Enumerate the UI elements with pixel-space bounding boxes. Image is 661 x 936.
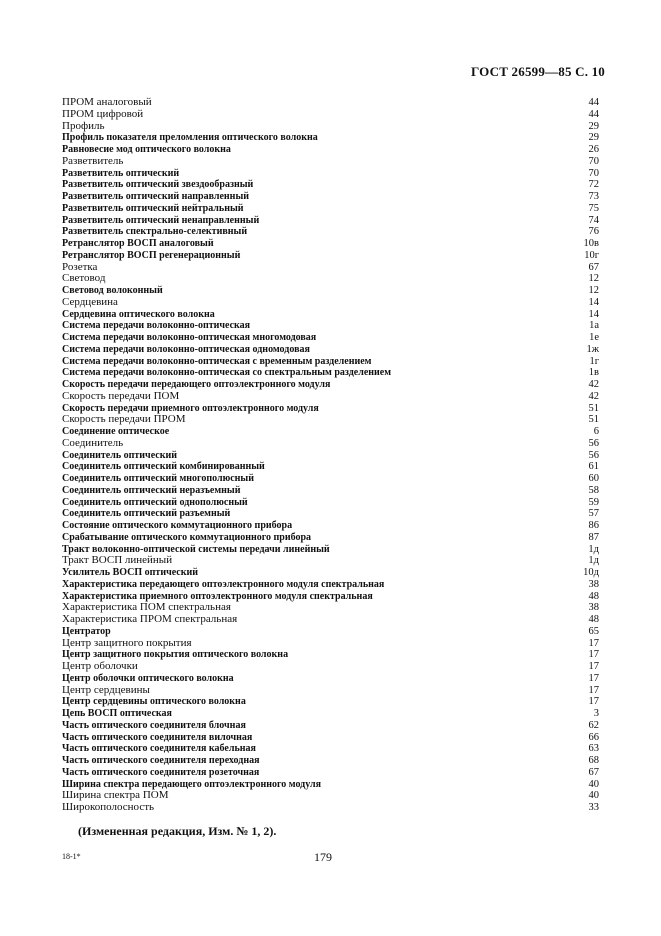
index-entry — [62, 473, 599, 485]
index-reference-number: 17 — [588, 661, 599, 672]
index-reference-number: 56 — [588, 449, 599, 461]
index-reference-number: 59 — [588, 496, 599, 508]
index-reference-number: 1а — [589, 320, 599, 332]
index-term: Центратор — [62, 625, 111, 637]
index-reference-number: 86 — [588, 520, 599, 531]
index-entry — [62, 203, 599, 215]
index-term: Система передачи волоконно-оптическая одномодовая — [62, 343, 310, 355]
index-entry — [62, 720, 599, 732]
index-term: Широкополосность — [62, 801, 155, 813]
index-term: Характеристика передающего оптоэлектронного модуля спектральная — [62, 578, 385, 590]
index-reference-number: 62 — [588, 719, 599, 731]
index-reference-number: 17 — [588, 649, 599, 661]
index-entry — [62, 532, 599, 544]
index-term: Световод — [62, 272, 106, 285]
index-reference-number: 1в — [588, 367, 599, 379]
index-term: Ретранслятор ВОСП регенерационный — [62, 249, 241, 261]
index-term: Разветвитель — [62, 154, 124, 167]
index-reference-number: 10в — [583, 238, 599, 249]
index-term: Сердцевина — [62, 295, 118, 308]
index-term: Центр сердцевины — [62, 683, 150, 696]
index-reference-number: 17 — [588, 637, 599, 649]
index-term: Цепь ВОСП оптическая — [62, 708, 172, 719]
index-reference-number: 76 — [588, 226, 599, 238]
index-entry — [62, 215, 599, 227]
page-number: 179 — [314, 850, 332, 864]
index-term: Характеристика приемного оптоэлектронного модуля спектральная — [62, 590, 373, 602]
index-entry — [62, 238, 599, 250]
index-reference-number: 61 — [588, 461, 599, 473]
index-reference-number: 70 — [588, 167, 599, 179]
index-entry — [62, 626, 599, 638]
index-entry — [62, 226, 599, 238]
index-entry — [62, 344, 599, 356]
index-reference-number: 73 — [588, 191, 599, 202]
index-term: Часть оптического соединителя переходная — [62, 755, 260, 766]
index-reference-number: 14 — [588, 308, 599, 320]
index-entry — [62, 121, 599, 133]
index-reference-number: 1е — [589, 332, 599, 343]
index-term: Профиль показателя преломления оптического волокна — [62, 132, 318, 144]
index-entry — [62, 179, 599, 191]
index-reference-number: 26 — [588, 144, 599, 155]
index-reference-number: 51 — [588, 402, 599, 414]
index-entry — [62, 379, 599, 391]
index-entry — [62, 320, 599, 332]
index-term: ПРОМ аналоговый — [62, 96, 152, 108]
index-term: Усилитель ВОСП оптический — [62, 567, 199, 578]
index-reference-number: 29 — [588, 132, 599, 144]
index-reference-number: 17 — [588, 672, 599, 684]
index-reference-number: 67 — [588, 261, 599, 273]
index-term: Соединитель — [62, 436, 124, 449]
index-term: Соединение оптическое — [62, 426, 170, 437]
index-entry — [62, 367, 599, 379]
index-entry — [62, 685, 599, 697]
index-entry — [62, 696, 599, 708]
index-term: Тракт волоконно-оптической системы передачи линейный — [62, 543, 330, 555]
index-term: Сердцевина оптического волокна — [62, 308, 215, 320]
index-term: Разветвитель оптический нейтральный — [62, 202, 244, 214]
index-reference-number: 42 — [588, 390, 599, 402]
index-reference-number: 14 — [588, 296, 599, 308]
index-entry — [62, 438, 599, 450]
index-term: Ретранслятор ВОСП аналоговый — [62, 238, 214, 249]
index-entry — [62, 168, 599, 180]
index-term: Разветвитель оптический направленный — [62, 191, 250, 202]
index-entry — [62, 285, 599, 297]
index-term: Часть оптического соединителя кабельная — [62, 743, 256, 755]
index-reference-number: 10г — [584, 249, 599, 261]
index-term: Система передачи волоконно-оптическая многомодовая — [62, 332, 317, 343]
index-entry — [62, 97, 599, 109]
index-entry — [62, 732, 599, 744]
index-reference-number: 56 — [588, 437, 599, 449]
index-entry — [62, 673, 599, 685]
index-entry — [62, 156, 599, 168]
index-entry — [62, 661, 599, 673]
index-entry — [62, 450, 599, 462]
index-entry — [62, 767, 599, 779]
index-term: Разветвитель спектрально-селективный — [62, 226, 248, 238]
index-term: Центр сердцевины оптического волокна — [62, 696, 246, 708]
index-reference-number: 12 — [588, 273, 599, 285]
revision-note: (Измененная редакция, Изм. № 1, 2). — [78, 824, 277, 838]
index-entry — [62, 332, 599, 344]
index-term: Характеристика ПОМ спектральная — [62, 601, 231, 614]
index-entry — [62, 638, 599, 650]
index-reference-number: 1г — [589, 355, 599, 367]
index-term: Скорость передачи приемного оптоэлектронного модуля — [62, 402, 319, 414]
index-entry — [62, 309, 599, 321]
index-term: Центр оболочки — [62, 660, 138, 672]
index-entry — [62, 708, 599, 720]
index-reference-number: 48 — [588, 614, 599, 625]
index-term: Тракт ВОСП линейный — [62, 554, 173, 567]
index-entry — [62, 414, 599, 426]
term-index-list — [62, 97, 599, 814]
index-entry — [62, 262, 599, 274]
index-term: Часть оптического соединителя вилочная — [62, 731, 253, 743]
index-reference-number: 40 — [588, 778, 599, 790]
index-entry — [62, 579, 599, 591]
index-entry — [62, 191, 599, 203]
index-term: Ширина спектра ПОМ — [62, 789, 169, 802]
index-reference-number: 29 — [588, 120, 599, 132]
index-term: Соединитель оптический однополюсный — [62, 496, 248, 508]
index-term: Центр защитного покрытия — [62, 636, 192, 649]
index-term: Система передачи волоконно-оптическая со спектральным разделением — [62, 367, 392, 379]
index-entry — [62, 520, 599, 532]
index-term: Соединитель оптический — [62, 449, 177, 461]
index-term: Соединитель оптический разъемный — [62, 508, 231, 520]
index-reference-number: 75 — [588, 202, 599, 214]
index-term: Ширина спектра передающего оптоэлектронного модуля — [62, 778, 322, 790]
index-entry — [62, 144, 599, 156]
index-term: Скорость передачи передающего оптоэлектронного модуля — [62, 379, 331, 390]
index-entry — [62, 132, 599, 144]
index-reference-number: 17 — [588, 684, 599, 696]
index-reference-number: 12 — [588, 285, 599, 296]
index-term: Соединитель оптический комбинированный — [62, 461, 265, 473]
index-entry — [62, 273, 599, 285]
index-term: Скорость передачи ПОМ — [62, 389, 180, 402]
index-entry — [62, 508, 599, 520]
index-entry — [62, 649, 599, 661]
index-term: Разветвитель оптический ненаправленный — [62, 214, 260, 226]
index-reference-number: 3 — [593, 708, 599, 719]
index-reference-number: 68 — [588, 755, 599, 766]
index-reference-number: 57 — [588, 508, 599, 520]
index-term: Розетка — [62, 260, 98, 273]
index-entry — [62, 802, 599, 814]
index-entry — [62, 250, 599, 262]
index-reference-number: 48 — [588, 590, 599, 602]
index-entry — [62, 297, 599, 309]
index-reference-number: 66 — [588, 731, 599, 743]
index-entry — [62, 497, 599, 509]
index-entry — [62, 614, 599, 626]
index-term: Система передачи волоконно-оптическая с временным разделением — [62, 355, 372, 367]
index-entry — [62, 555, 599, 567]
index-entry — [62, 391, 599, 403]
index-reference-number: 44 — [588, 97, 599, 108]
index-term: Разветвитель оптический — [62, 167, 180, 179]
index-term: Система передачи волоконно-оптическая — [62, 320, 251, 332]
index-term: Соединитель оптический неразъемный — [62, 484, 241, 496]
index-term: Характеристика ПРОМ спектральная — [62, 613, 238, 625]
index-reference-number: 70 — [588, 155, 599, 167]
index-reference-number: 40 — [588, 790, 599, 802]
index-reference-number: 51 — [588, 414, 599, 426]
index-reference-number: 6 — [593, 426, 599, 437]
index-term: Равновесие мод оптического волокна — [62, 144, 231, 155]
index-reference-number: 1д — [588, 555, 599, 567]
index-entry — [62, 567, 599, 579]
index-reference-number: 38 — [588, 578, 599, 590]
index-term: Разветвитель оптический звездообразный — [62, 179, 254, 191]
index-term: Световод волоконный — [62, 285, 163, 296]
index-reference-number: 63 — [588, 743, 599, 755]
index-term: Скорость передачи ПРОМ — [62, 413, 186, 426]
index-term: Профиль — [62, 119, 105, 132]
index-entry — [62, 485, 599, 497]
index-term: Состояние оптического коммутационного прибора — [62, 520, 293, 531]
index-reference-number: 17 — [588, 696, 599, 708]
page-header: ГОСТ 26599—85 С. 10 — [471, 64, 605, 79]
index-reference-number: 65 — [588, 625, 599, 637]
index-reference-number: 1ж — [586, 343, 599, 355]
index-entry — [62, 461, 599, 473]
index-reference-number: 44 — [588, 108, 599, 120]
index-reference-number: 87 — [588, 531, 599, 543]
index-entry — [62, 743, 599, 755]
index-entry — [62, 426, 599, 438]
index-reference-number: 42 — [588, 379, 599, 390]
index-entry — [62, 109, 599, 121]
index-term: ПРОМ цифровой — [62, 107, 144, 120]
print-mark: 18-1* — [62, 852, 81, 861]
index-term: Часть оптического соединителя розеточная — [62, 766, 260, 778]
index-reference-number: 10д — [583, 567, 599, 578]
index-term: Центр оболочки оптического волокна — [62, 672, 234, 684]
index-reference-number: 60 — [588, 473, 599, 484]
index-term: Срабатывание оптического коммутационного прибора — [62, 531, 312, 543]
index-reference-number: 67 — [588, 766, 599, 778]
index-reference-number: 1д — [588, 543, 599, 555]
index-term: Часть оптического соединителя блочная — [62, 719, 246, 731]
index-term: Соединитель оптический многополюсный — [62, 473, 254, 484]
index-reference-number: 33 — [588, 802, 599, 813]
index-entry — [62, 356, 599, 368]
index-reference-number: 38 — [588, 602, 599, 614]
index-reference-number: 58 — [588, 484, 599, 496]
index-reference-number: 72 — [588, 179, 599, 191]
index-term: Центр защитного покрытия оптического волокна — [62, 649, 289, 661]
index-reference-number: 74 — [588, 214, 599, 226]
index-entry — [62, 755, 599, 767]
